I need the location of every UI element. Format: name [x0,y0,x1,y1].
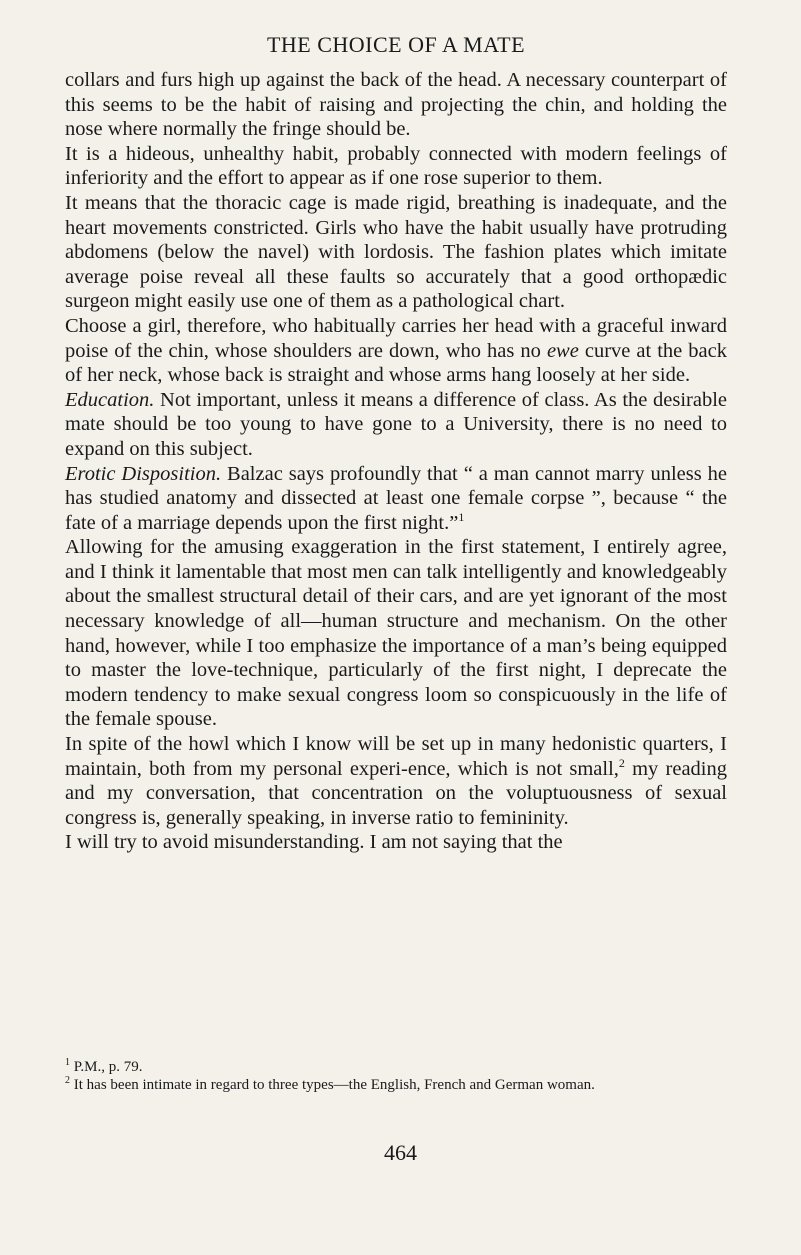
footnote-ref: 2 [618,755,625,770]
paragraph [65,314,727,388]
footnote-text: P.M., p. 79. [73,1059,143,1075]
paragraph [65,462,727,536]
book-page [65,32,727,855]
paragraph-text: curve at the back of her neck, whose back is straight and whose arms hang loosely at her side. [65,339,728,387]
paragraph: It means that the thoracic cage is made rigid, breathing is inadequate, and the heart movements constricted. Girls who have the habit usually have protruding abdomens (below the navel) with lordosis. The fashion plates which imitate average poise reveal all these faults so accurately that a good orthopædic surgeon might easily use one of them as a pathological chart. [65,191,727,313]
footnote-mark: 2 [65,1075,70,1086]
running-head: THE CHOICE OF A MATE [266,32,526,57]
paragraph-text: Choose a girl, therefore, who habitually carries her head with a graceful inward poise of the chin, whose shoulders are down, who has no [65,314,727,362]
paragraph-text: my reading and my conversation, that concentration on the voluptuousness of sexual congress is, generally speaking, in inverse ratio to femininity. [65,757,727,829]
footnote [65,1076,727,1094]
paragraph: It is a hideous, unhealthy habit, probably connected with modern feelings of inferiority and the effort to appear as if one rose superior to them. [65,142,727,190]
section-heading: Education. [65,388,155,411]
page-number: 464 [384,1140,417,1165]
paragraph [65,732,727,830]
body-text [65,68,727,855]
paragraph-text: Not important, unless it means a difference of class. As the desirable mate should be too young to have gone to a University, there is no need to expand on this subject. [65,388,727,460]
paragraph-text: In spite of the howl which I know will be set up in many hedonistic quarters, I maintain, both from my personal experi-ence, which is not small, [65,733,727,780]
footnote-ref: 1 [458,509,465,524]
footnote [65,1058,727,1076]
paragraph [65,388,727,462]
paragraph-text: Balzac says profoundly that “ a man cannot marry unless he has studied anatomy and dissected at least one female corpse ”, because “ the fate of a marriage depends upon the first night.” [65,462,727,534]
footnote-mark: 1 [65,1057,70,1068]
paragraph: I will try to avoid misunderstanding. I am not saying that the [65,831,563,854]
italic-word: ewe [546,339,579,362]
section-heading: Erotic Disposition. [65,462,222,485]
paragraph: Allowing for the amusing exaggeration in the first statement, I entirely agree, and I think it lamentable that most men can talk intelligently and knowledgeably about the smallest structural detail of their cars, and are yet ignorant of the most necessary knowledge of all—human structure and mechanism. On the other hand, however, while I too emphasize the importance of a man’s being equipped to master the love-technique, particularly of the first night, I deprecate the modern tendency to make sexual congress loom so conspicuously in the life of the female spouse. [65,536,727,731]
footnote-text: It has been intimate in regard to three types—the English, French and German woman. [73,1077,595,1093]
paragraph: collars and furs high up against the back of the head. A necessary counterpart of this seems to be the habit of raising and projecting the chin, and holding the nose where normally the fringe should be. [65,69,727,141]
footnotes [65,1058,727,1094]
